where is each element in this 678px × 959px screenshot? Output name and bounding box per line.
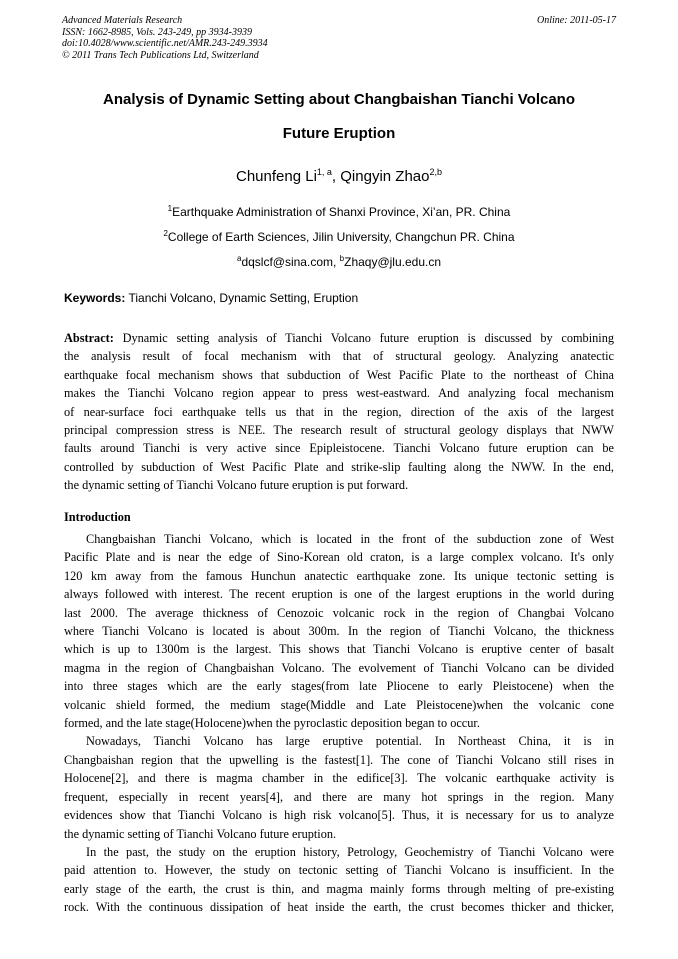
abstract-block (64, 329, 614, 495)
keywords-text: Tianchi Volcano, Dynamic Setting, Eruption (125, 291, 359, 305)
intro-line: formed, and the late stage(Holocene)when the pyroclastic deposition began to occur. (64, 716, 480, 731)
intro-line: early stage of the earth, the crust is thin, and magma mainly forms through melting of pre-existing (64, 881, 614, 896)
intro-line: rock. With the continuous dissipation of heat inside the earth, the crust becomes thicker and thicker, (64, 900, 614, 915)
paper-title-line-1: Analysis of Dynamic Setting about Changbaishan Tianchi Volcano (102, 91, 576, 108)
email-text: dqslcf@sina.com, (241, 255, 340, 269)
author-emails (0, 254, 678, 269)
journal-name: Advanced Materials Research (62, 15, 183, 26)
intro-line: which is up to 1300m is the largest. This shows that Tianchi Volcano is eruptive center of basalt (64, 642, 614, 657)
section-heading-introduction: Introduction (64, 510, 131, 524)
author-superscript: 2,b (429, 167, 442, 177)
introduction-body (64, 530, 614, 917)
intro-line: Holocene[2], and there is magma chamber in the edifice[3]. The volcanic earthquake activity is (64, 771, 614, 786)
email-text: Zhaqy@jlu.edu.cn (344, 255, 442, 269)
affiliation-2 (0, 229, 678, 244)
intro-line: volcanic shield formed, the medium stage(Middle and Late Pleistocene)when the volcanic cone (64, 697, 614, 712)
affiliation-marker: 2 (163, 229, 168, 238)
intro-line: paid attention to. However, the study on tectonic setting of Tianchi Volcano is insufficient. In the (64, 863, 614, 878)
intro-line: evidences show that Tianchi Volcano is high risk volcano[5]. Thus, it is necessary for us to analyze (64, 808, 614, 823)
author-list (0, 167, 678, 185)
online-date: Online: 2011-05-17 (537, 15, 616, 26)
issn-line: ISSN: 1662-8985, Vols. 243-249, pp 3934-3939 (62, 26, 252, 38)
intro-line: the dynamic setting of Tianchi Volcano future eruption. (64, 826, 337, 841)
author-superscript: 1, a (316, 167, 332, 177)
intro-line: last 2000. The average thickness of Cenozoic volcanic rock in the region of Changbai Volcano (64, 605, 614, 620)
intro-line: Nowadays, Tianchi Volcano has large eruptive potential. In Northeast China, it is in (86, 734, 614, 749)
intro-line: magma in the region of Changbaishan Volcano. The evolvement of Tianchi Volcano can be divided (64, 660, 614, 675)
intro-line: Changbaishan Tianchi Volcano, which is located in the front of the subduction zone of West (86, 532, 614, 546)
author-name: Qingyin Zhao (340, 168, 430, 185)
abstract-line: of near-surface foci earthquake tells us that in the region, direction of the axis of the largest (64, 404, 614, 419)
intro-line: into three stages which are the early stages(from late Pliocene to early Pleistocene) when the (64, 679, 614, 694)
abstract-line: the analysis result of focal mechanism with that of structural geology. Analyzing anatectic (64, 349, 614, 364)
doi-line: doi:10.4028/www.scientific.net/AMR.243-249.3934 (62, 38, 268, 49)
affiliation-marker: 1 (167, 204, 173, 213)
affiliation-text: Earthquake Administration of Shanxi Province, Xi’an, PR. China (172, 205, 511, 219)
intro-line: always followed with interest. The recent eruption is one of the largest eruptions in the world during (64, 587, 614, 602)
abstract-line: Abstract: Dynamic setting analysis of Tianchi Volcano future eruption is discussed by combining (64, 331, 614, 345)
abstract-label: Abstract: (64, 331, 114, 345)
journal-metadata (62, 15, 268, 61)
affiliation-1 (0, 204, 678, 219)
intro-line: 120 km away from the famous Hunchun anatectic earthquake zone. Its unique tectonic setting is (64, 568, 614, 583)
email-marker: b (339, 254, 345, 263)
intro-line: In the past, the study on the eruption history, Petrology, Geochemistry of Tianchi Volcano were (86, 844, 614, 859)
email-marker: a (236, 254, 242, 263)
abstract-line: makes the Tianchi Volcano region appear to press west-eastward. And analyzing focal mechanism (64, 386, 614, 401)
author-separator: , (331, 168, 341, 185)
author-name: Chunfeng Li (236, 168, 317, 185)
abstract-line: faults around Tianchi is very active since Epipleistocene. Tianchi Volcano future eruption can be (64, 441, 614, 456)
abstract-line: principal compression stress is NEE. The research result of structural geology displays that NWW (64, 423, 614, 438)
intro-line: frequent, especially in recent years[4], and there are many hot springs in the region. Many (64, 789, 614, 804)
paper-title-line-2: Future Eruption (282, 125, 396, 142)
keywords-line (64, 291, 358, 305)
intro-line: Pacific Plate and is near the edge of Sino-Korean old craton, is a large complex volcano. It's only (64, 550, 614, 565)
abstract-line: controlled by subduction of West Pacific Plate and strike-slip faulting along the NWW. In the end, (64, 459, 614, 474)
intro-line: where Tianchi Volcano is located is about 300m. In the region of Tianchi Volcano, the thickness (64, 624, 614, 639)
affiliation-text: College of Earth Sciences, Jilin University, Changchun PR. China (167, 230, 515, 244)
keywords-label: Keywords: (64, 291, 126, 305)
copyright-line: © 2011 Trans Tech Publications Ltd, Switzerland (62, 49, 259, 61)
abstract-line: the dynamic setting of Tianchi Volcano future eruption is put forward. (64, 478, 409, 493)
abstract-line: earthquake focal mechanism shows that subduction of West Pacific Plate to the northeast of China (64, 367, 614, 382)
intro-line: Changbaishan region that the upwelling is the fastest[1]. The cone of Tianchi Volcano still rises in (64, 752, 614, 767)
